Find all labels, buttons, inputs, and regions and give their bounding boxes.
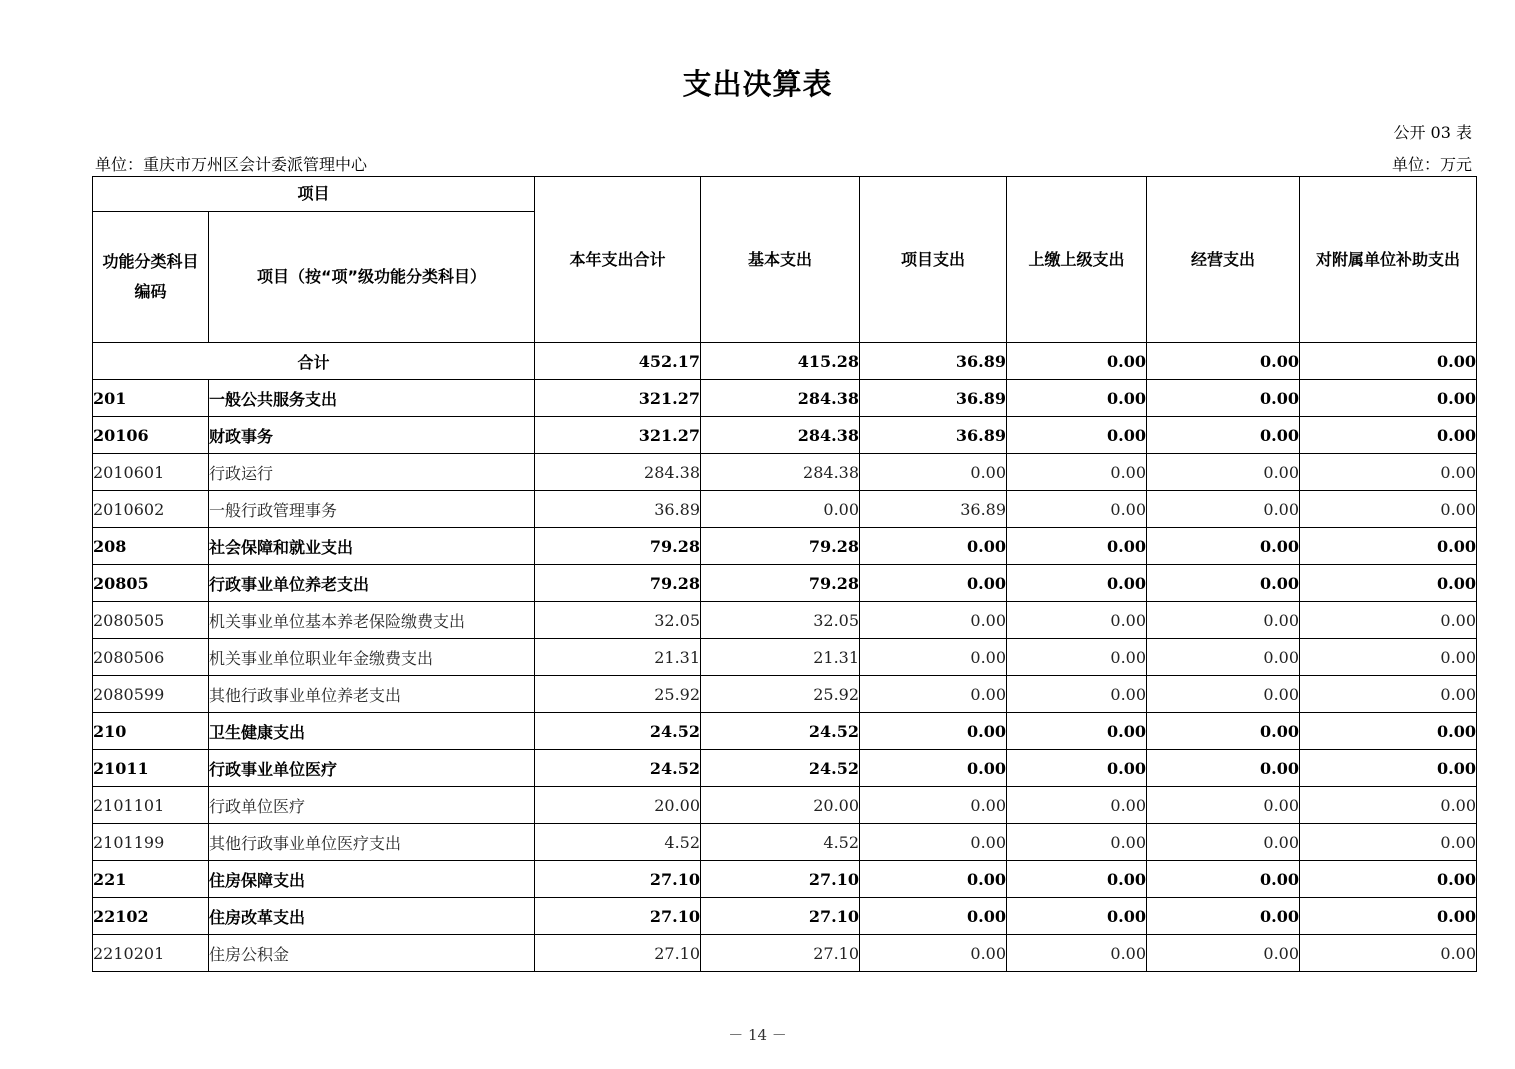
- cell-upper: 0.00: [1007, 639, 1147, 676]
- cell-subsidy: 0.00: [1300, 639, 1477, 676]
- table-row: [93, 565, 1477, 602]
- cell-subsidy: 0.00: [1300, 417, 1477, 454]
- cell-code: 201: [93, 380, 209, 417]
- table-row: [93, 898, 1477, 935]
- cell-total: 25.92: [535, 676, 701, 713]
- cell-total: 79.28: [535, 528, 701, 565]
- cell-business: 0.00: [1147, 602, 1300, 639]
- cell-basic: 0.00: [701, 491, 860, 528]
- cell-subsidy: 0.00: [1300, 602, 1477, 639]
- cell-upper: 0.00: [1007, 565, 1147, 602]
- cell-business: 0.00: [1147, 565, 1300, 602]
- currency-unit: 单位：万元: [1391, 155, 1472, 174]
- cell-basic: 4.52: [701, 824, 860, 861]
- cell-business: 0.00: [1147, 491, 1300, 528]
- cell-code: 2080599: [93, 676, 209, 713]
- cell-business: 0.00: [1147, 750, 1300, 787]
- cell-basic: 21.31: [701, 639, 860, 676]
- cell-code: 22102: [93, 898, 209, 935]
- cell-business: 0.00: [1147, 380, 1300, 417]
- cell-total: 36.89: [535, 491, 701, 528]
- cell-total: 21.31: [535, 639, 701, 676]
- cell-basic: 284.38: [701, 454, 860, 491]
- cell-basic: 79.28: [701, 565, 860, 602]
- cell-total: 24.52: [535, 713, 701, 750]
- cell-name: 住房保障支出: [209, 861, 535, 898]
- total-cell-subsidy: 0.00: [1300, 343, 1477, 380]
- cell-name: 其他行政事业单位养老支出: [209, 676, 535, 713]
- cell-subsidy: 0.00: [1300, 565, 1477, 602]
- unit-name: 单位：重庆市万州区会计委派管理中心: [95, 155, 368, 174]
- cell-subsidy: 0.00: [1300, 491, 1477, 528]
- cell-project: 0.00: [860, 898, 1007, 935]
- cell-total: 27.10: [535, 898, 701, 935]
- cell-total: 321.27: [535, 380, 701, 417]
- cell-subsidy: 0.00: [1300, 750, 1477, 787]
- cell-subsidy: 0.00: [1300, 676, 1477, 713]
- cell-project: 0.00: [860, 713, 1007, 750]
- cell-name: 一般行政管理事务: [209, 491, 535, 528]
- cell-subsidy: 0.00: [1300, 898, 1477, 935]
- cell-name: 行政运行: [209, 454, 535, 491]
- cell-upper: 0.00: [1007, 417, 1147, 454]
- cell-basic: 27.10: [701, 935, 860, 972]
- cell-total: 79.28: [535, 565, 701, 602]
- cell-name: 机关事业单位基本养老保险缴费支出: [209, 602, 535, 639]
- page-title: 支出决算表: [682, 67, 833, 101]
- cell-code: 21011: [93, 750, 209, 787]
- cell-project: 0.00: [860, 602, 1007, 639]
- cell-basic: 27.10: [701, 861, 860, 898]
- cell-upper: 0.00: [1007, 602, 1147, 639]
- expenditure-table: [92, 176, 1477, 972]
- cell-project: 0.00: [860, 528, 1007, 565]
- cell-code: 2010602: [93, 491, 209, 528]
- cell-code: 2010601: [93, 454, 209, 491]
- cell-project: 0.00: [860, 787, 1007, 824]
- cell-basic: 25.92: [701, 676, 860, 713]
- cell-code: 2210201: [93, 935, 209, 972]
- cell-basic: 32.05: [701, 602, 860, 639]
- cell-business: 0.00: [1147, 861, 1300, 898]
- table-row: [93, 935, 1477, 972]
- cell-code: 2101101: [93, 787, 209, 824]
- cell-name: 卫生健康支出: [209, 713, 535, 750]
- cell-upper: 0.00: [1007, 824, 1147, 861]
- table-row: [93, 750, 1477, 787]
- table-row: [93, 676, 1477, 713]
- cell-project: 0.00: [860, 639, 1007, 676]
- cell-upper: 0.00: [1007, 898, 1147, 935]
- cell-upper: 0.00: [1007, 676, 1147, 713]
- table-row: [93, 602, 1477, 639]
- cell-basic: 284.38: [701, 380, 860, 417]
- cell-total: 27.10: [535, 935, 701, 972]
- table-row: [93, 713, 1477, 750]
- cell-upper: 0.00: [1007, 380, 1147, 417]
- header-name: 项目（按“项”级功能分类科目）: [209, 212, 535, 343]
- cell-name: 财政事务: [209, 417, 535, 454]
- cell-subsidy: 0.00: [1300, 861, 1477, 898]
- cell-project: 36.89: [860, 491, 1007, 528]
- table-row: [93, 639, 1477, 676]
- cell-upper: 0.00: [1007, 713, 1147, 750]
- cell-upper: 0.00: [1007, 491, 1147, 528]
- cell-project: 36.89: [860, 380, 1007, 417]
- cell-basic: 79.28: [701, 528, 860, 565]
- total-label: 合计: [93, 343, 535, 380]
- cell-subsidy: 0.00: [1300, 824, 1477, 861]
- cell-basic: 284.38: [701, 417, 860, 454]
- cell-total: 27.10: [535, 861, 701, 898]
- cell-basic: 24.52: [701, 750, 860, 787]
- cell-total: 24.52: [535, 750, 701, 787]
- cell-name: 社会保障和就业支出: [209, 528, 535, 565]
- cell-subsidy: 0.00: [1300, 528, 1477, 565]
- cell-name: 住房公积金: [209, 935, 535, 972]
- cell-name: 一般公共服务支出: [209, 380, 535, 417]
- table-row: [93, 454, 1477, 491]
- cell-business: 0.00: [1147, 898, 1300, 935]
- cell-project: 0.00: [860, 676, 1007, 713]
- cell-subsidy: 0.00: [1300, 380, 1477, 417]
- header-item: 项目: [93, 177, 535, 212]
- cell-project: 0.00: [860, 454, 1007, 491]
- cell-name: 住房改革支出: [209, 898, 535, 935]
- header-code: 功能分类科目编码: [93, 212, 209, 343]
- cell-project: 0.00: [860, 750, 1007, 787]
- form-number: 公开 03 表: [1393, 123, 1472, 142]
- cell-business: 0.00: [1147, 639, 1300, 676]
- total-cell-total: 452.17: [535, 343, 701, 380]
- cell-upper: 0.00: [1007, 528, 1147, 565]
- cell-upper: 0.00: [1007, 750, 1147, 787]
- cell-upper: 0.00: [1007, 861, 1147, 898]
- cell-business: 0.00: [1147, 528, 1300, 565]
- cell-total: 284.38: [535, 454, 701, 491]
- cell-project: 0.00: [860, 861, 1007, 898]
- cell-code: 20106: [93, 417, 209, 454]
- cell-total: 4.52: [535, 824, 701, 861]
- cell-name: 行政单位医疗: [209, 787, 535, 824]
- cell-business: 0.00: [1147, 676, 1300, 713]
- cell-code: 210: [93, 713, 209, 750]
- cell-subsidy: 0.00: [1300, 454, 1477, 491]
- cell-code: 2101199: [93, 824, 209, 861]
- cell-subsidy: 0.00: [1300, 713, 1477, 750]
- cell-name: 行政事业单位医疗: [209, 750, 535, 787]
- cell-code: 2080505: [93, 602, 209, 639]
- cell-upper: 0.00: [1007, 787, 1147, 824]
- cell-total: 20.00: [535, 787, 701, 824]
- total-row: [93, 343, 1477, 380]
- total-cell-basic: 415.28: [701, 343, 860, 380]
- table-row: [93, 528, 1477, 565]
- cell-total: 32.05: [535, 602, 701, 639]
- cell-upper: 0.00: [1007, 454, 1147, 491]
- table-row: [93, 417, 1477, 454]
- table-row: [93, 824, 1477, 861]
- cell-code: 20805: [93, 565, 209, 602]
- table-row: [93, 787, 1477, 824]
- total-cell-project: 36.89: [860, 343, 1007, 380]
- cell-project: 36.89: [860, 417, 1007, 454]
- cell-name: 其他行政事业单位医疗支出: [209, 824, 535, 861]
- cell-basic: 20.00: [701, 787, 860, 824]
- header-total: 本年支出合计: [535, 177, 701, 343]
- cell-code: 221: [93, 861, 209, 898]
- header-upper: 上缴上级支出: [1007, 177, 1147, 343]
- cell-code: 208: [93, 528, 209, 565]
- cell-name: 机关事业单位职业年金缴费支出: [209, 639, 535, 676]
- cell-code: 2080506: [93, 639, 209, 676]
- cell-business: 0.00: [1147, 417, 1300, 454]
- cell-name: 行政事业单位养老支出: [209, 565, 535, 602]
- cell-upper: 0.00: [1007, 935, 1147, 972]
- cell-basic: 24.52: [701, 713, 860, 750]
- page-number: － 14 －: [728, 1026, 787, 1044]
- total-cell-upper: 0.00: [1007, 343, 1147, 380]
- header-project: 项目支出: [860, 177, 1007, 343]
- cell-project: 0.00: [860, 565, 1007, 602]
- header-subsidy: 对附属单位补助支出: [1300, 177, 1477, 343]
- table-row: [93, 491, 1477, 528]
- cell-basic: 27.10: [701, 898, 860, 935]
- cell-business: 0.00: [1147, 787, 1300, 824]
- table-row: [93, 380, 1477, 417]
- cell-subsidy: 0.00: [1300, 787, 1477, 824]
- table-row: [93, 861, 1477, 898]
- cell-business: 0.00: [1147, 713, 1300, 750]
- cell-business: 0.00: [1147, 824, 1300, 861]
- total-cell-business: 0.00: [1147, 343, 1300, 380]
- cell-project: 0.00: [860, 824, 1007, 861]
- header-business: 经营支出: [1147, 177, 1300, 343]
- cell-subsidy: 0.00: [1300, 935, 1477, 972]
- cell-business: 0.00: [1147, 454, 1300, 491]
- cell-project: 0.00: [860, 935, 1007, 972]
- cell-total: 321.27: [535, 417, 701, 454]
- header-basic: 基本支出: [701, 177, 860, 343]
- cell-business: 0.00: [1147, 935, 1300, 972]
